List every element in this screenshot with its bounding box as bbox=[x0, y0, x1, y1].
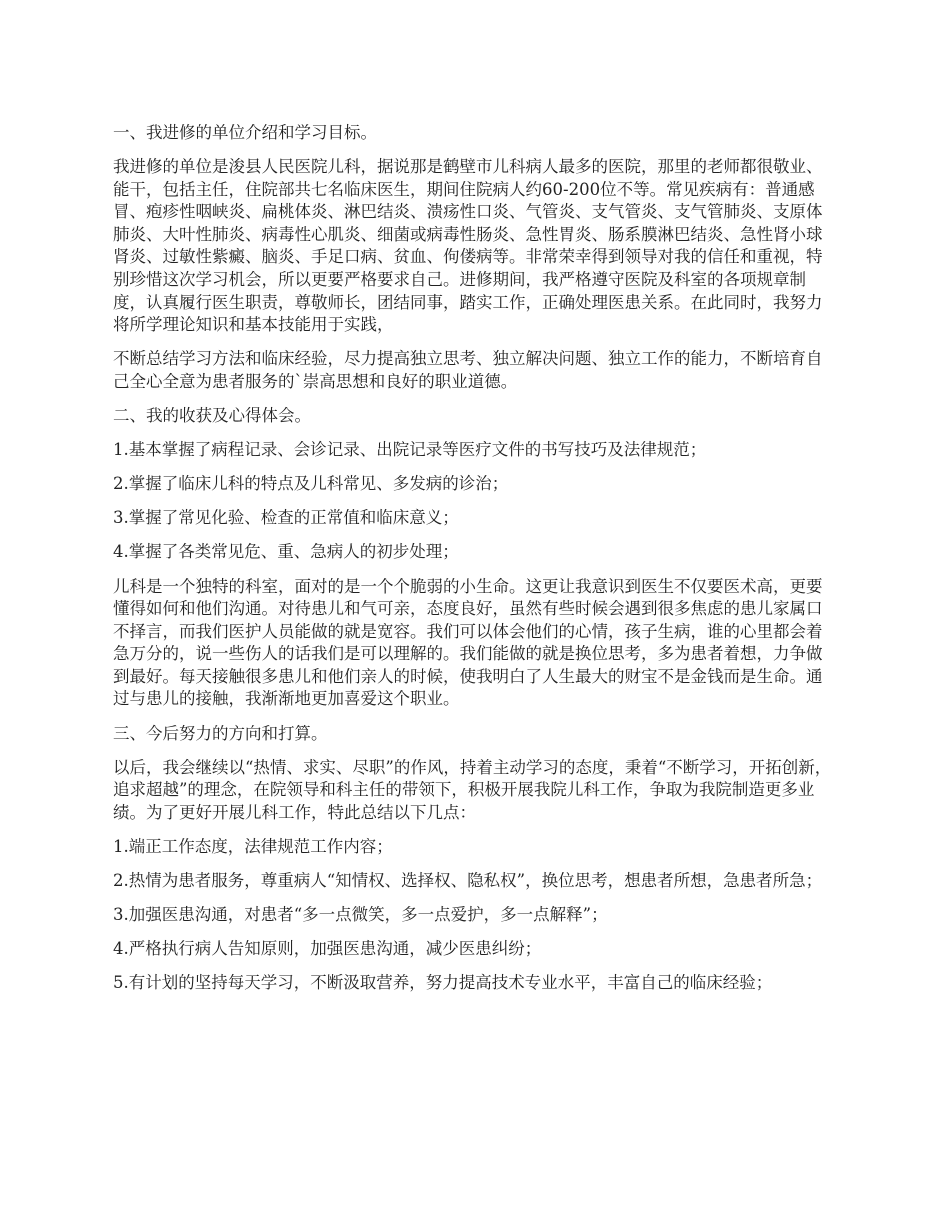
list-item: 5.有计划的坚持每天学习，不断汲取营养，努力提高技术专业水平，丰富自己的临床经验； bbox=[113, 973, 773, 993]
list-item: 1.基本掌握了病程记录、会诊记录、出院记录等医疗文件的书写技巧及法律规范； bbox=[113, 440, 707, 460]
section-heading-3: 三、今后努力的方向和打算。 bbox=[113, 723, 328, 743]
section-heading-2: 二、我的收获及心得体会。 bbox=[113, 406, 311, 426]
list-item: 3.加强医患沟通，对患者“多一点微笑，多一点爱护，多一点解释”； bbox=[113, 905, 608, 925]
list-item: 3.掌握了常见化验、检查的正常值和临床意义； bbox=[113, 508, 459, 528]
paragraph: 不断总结学习方法和临床经验，尽力提高独立思考、独立解决问题、独立工作的能力，不断培育自己全心全意为患者服务的`崇高思想和良好的职业道德。 bbox=[113, 349, 823, 391]
document-body bbox=[113, 122, 837, 1006]
list-item: 2.热情为患者服务，尊重病人“知情权、选择权、隐私权”，换位思考，想患者所想，急患者所急； bbox=[113, 871, 823, 891]
paragraph: 以后，我会继续以“热情、求实、尽职”的作风，持着主动学习的态度，秉着“不断学习，开拓创新，追求超越”的理念，在院领导和科主任的带领下，积极开展我院儿科工作，争取为我院制造更多业绩。为了更好开展儿科工作，特此总结以下几点： bbox=[113, 757, 832, 822]
paragraph: 儿科是一个独特的科室，面对的是一个个脆弱的小生命。这更让我意识到医生不仅要医术高，更要懂得如何和他们沟通。对待患儿和气可亲，态度良好，虽然有些时候会遇到很多焦虑的患儿家属口不择言，而我们医护人员能做的就是宽容。我们可以体会他们的心情，孩子生病，谁的心里都会着急万分的，说一些伤人的话我们是可以理解的。我们能做的就是换位思考，多为患者着想，力争做到最好。每天接触很多患儿和他们亲人的时候，使我明白了人生最大的财宝不是金钱而是生命。通过与患儿的接触，我渐渐地更加喜爱这个职业。 bbox=[113, 576, 823, 709]
section-heading-1: 一、我进修的单位介绍和学习目标。 bbox=[113, 123, 377, 142]
list-item: 4.严格执行病人告知原则，加强医患沟通，减少医患纠纷； bbox=[113, 939, 542, 959]
list-item: 1.端正工作态度，法律规范工作内容； bbox=[113, 836, 393, 856]
paragraph: 我进修的单位是浚县人民医院儿科，据说那是鹤壁市儿科病人最多的医院，那里的老师都很敬业、能干，包括主任，住院部共七名临床医生，期间住院病人约60-200位不等。常见疾病有：普通感冒、疱疹性咽峡炎、扁桃体炎、淋巴结炎、溃疡性口炎、气管炎、支气管炎、支气管肺炎、支原体肺炎、大叶性肺炎、病毒性心肌炎、细菌或病毒性肠炎、急性胃炎、肠系膜淋巴结炎、急性肾小球肾炎、过敏性紫癜、脑炎、手足口病、贫血、佝偻病等。非常荣幸得到领导对我的信任和重视，特别珍惜这次学习机会，所以更要严格要求自己。进修期间，我严格遵守医院及科室的各项规章制度，认真履行医生职责，尊敬师长，团结同事，踏实工作，正确处理医患关系。在此同时，我努力将所学理论知识和基本技能用于实践， bbox=[113, 157, 823, 335]
list-item: 2.掌握了临床儿科的特点及儿科常见、多发病的诊治； bbox=[113, 474, 509, 494]
list-item: 4.掌握了各类常见危、重、急病人的初步处理； bbox=[113, 542, 459, 562]
